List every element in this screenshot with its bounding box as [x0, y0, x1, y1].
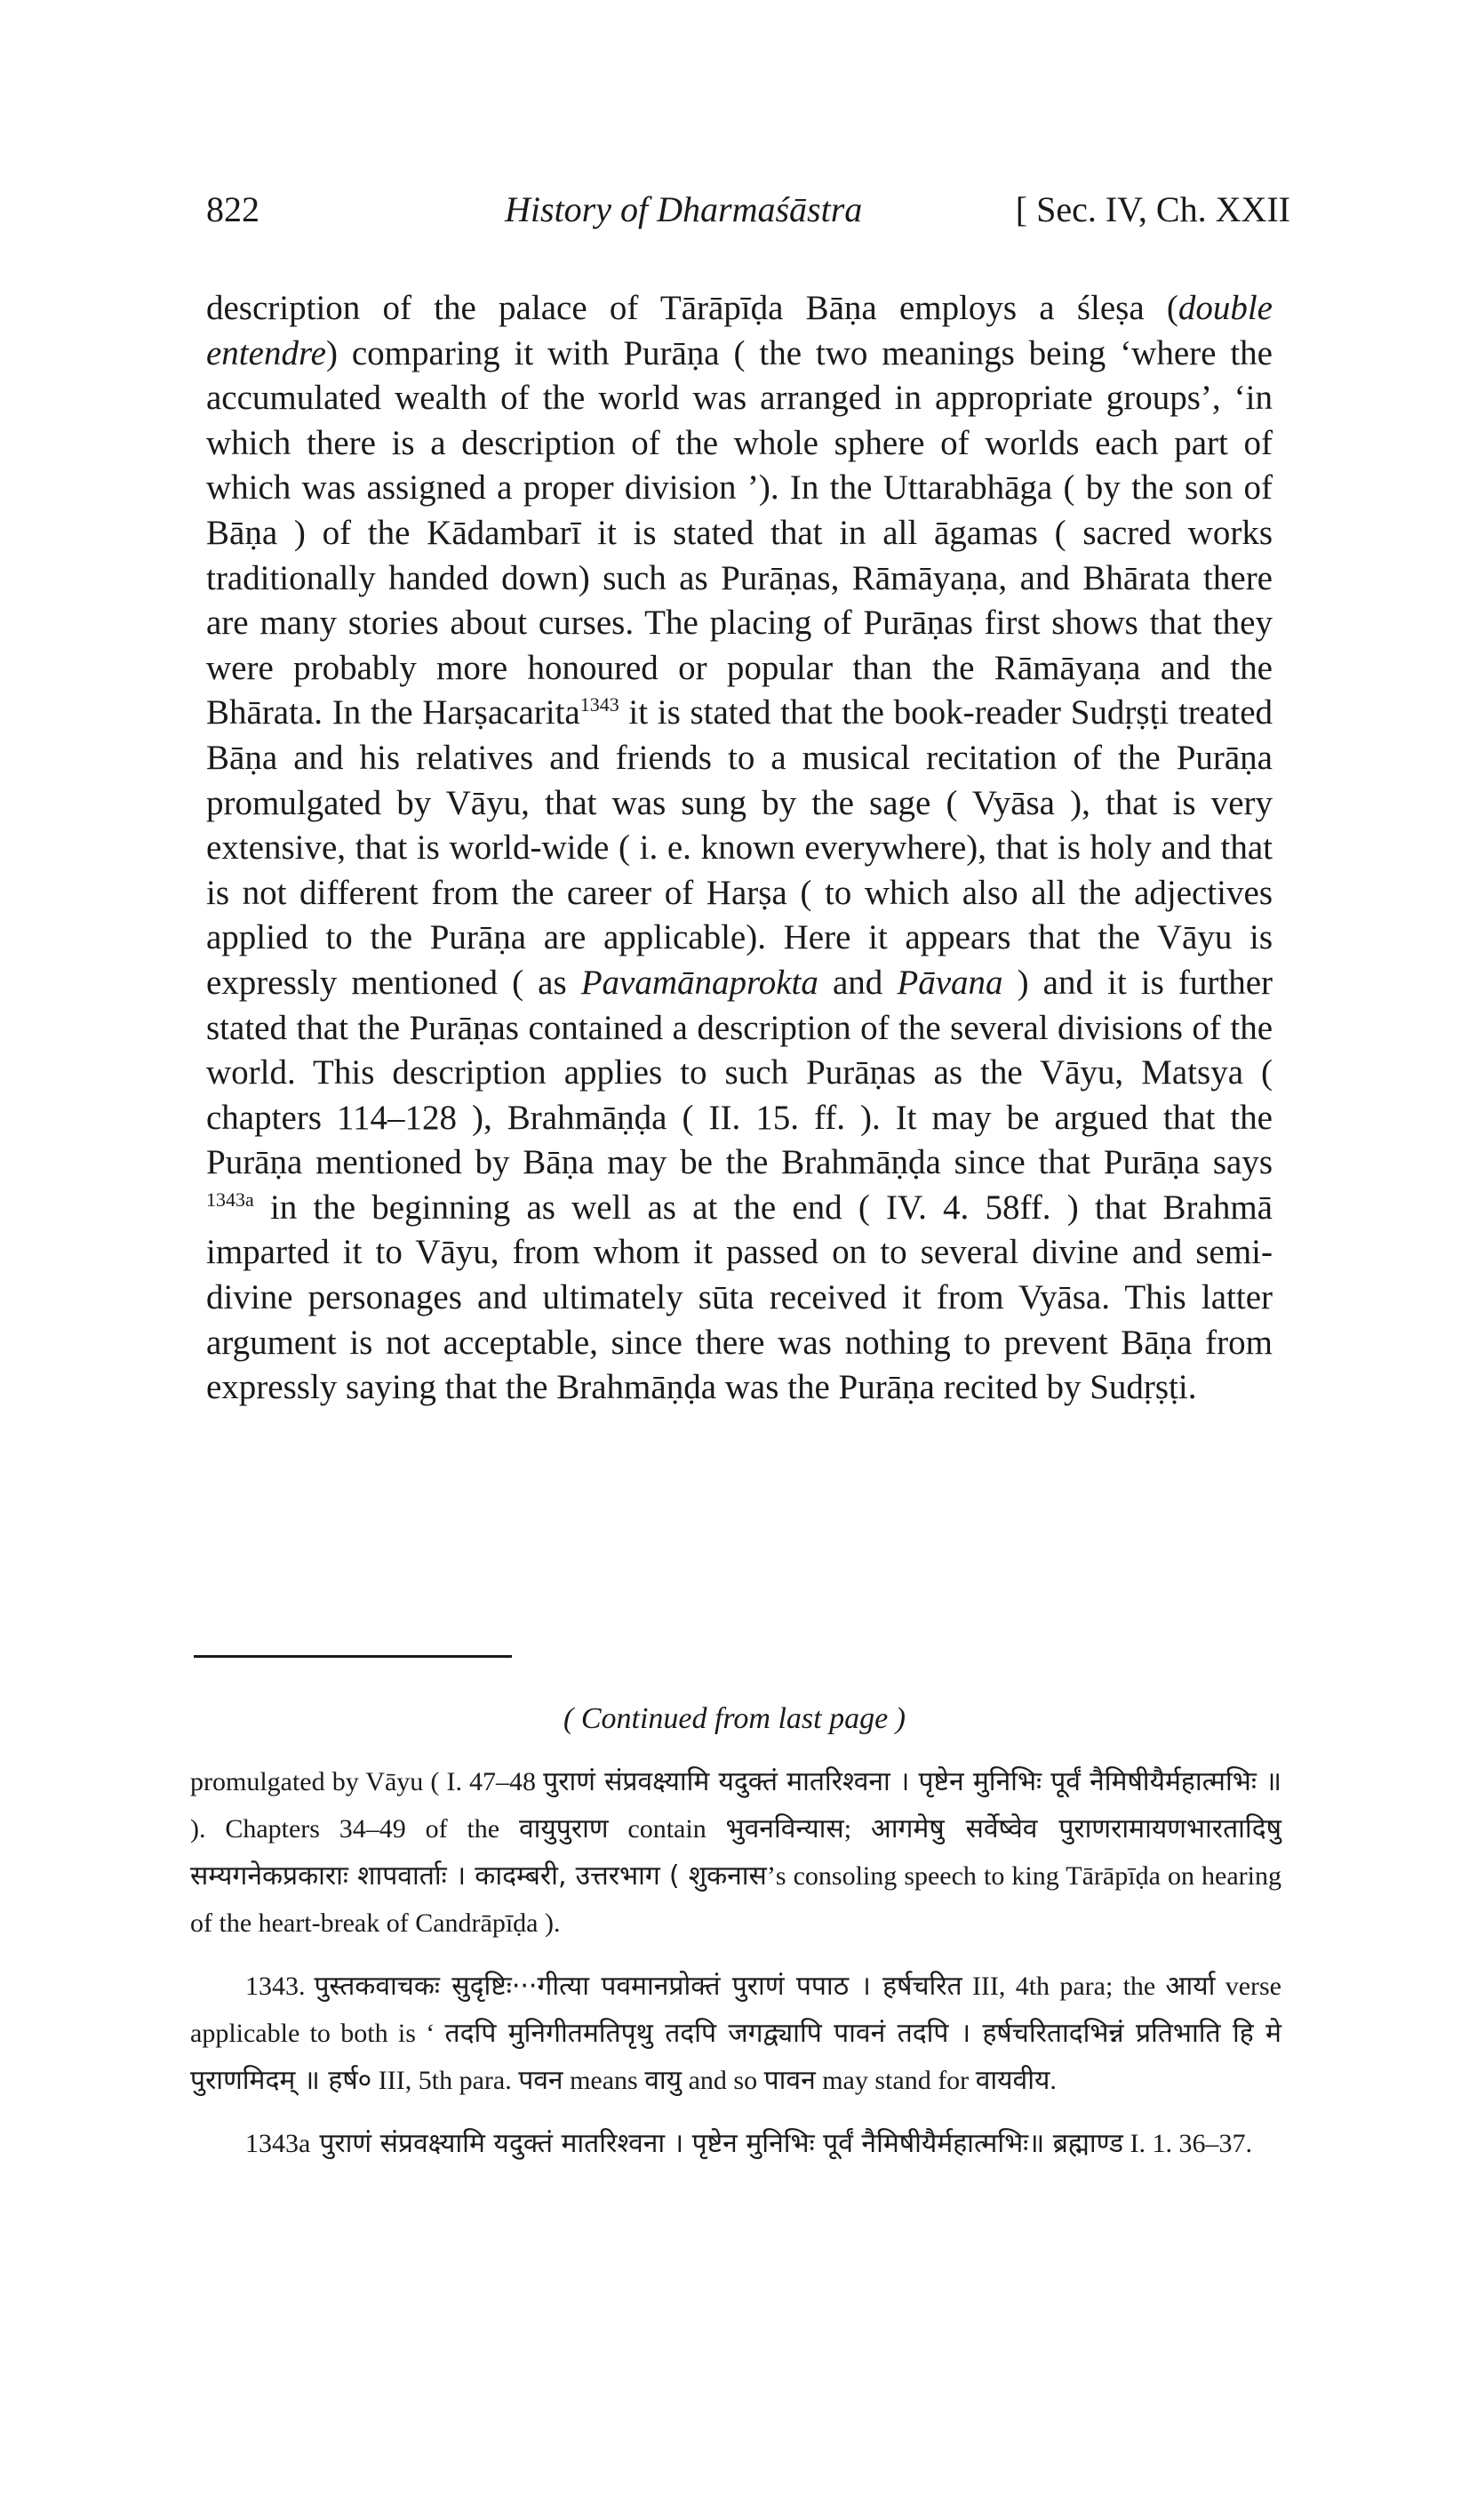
sanskrit-quote: पुस्तकवाचकः सुदृष्टिः···गीत्या पवमानप्रोक्तं पुराणं पपाठ । हर्षचरित: [314, 1971, 962, 2002]
text-run: description of the palace of Tārāpīḍa Bāṇa employs a śleṣa (: [206, 289, 1178, 327]
page-header: [206, 188, 1290, 242]
running-title: History of Dharmaśāstra: [505, 189, 863, 229]
main-paragraph: [206, 286, 1273, 1411]
sanskrit-quote: पुराणं संप्रवक्ष्यामि यदुक्तं मातरिश्वना । पृष्टेन मुनिभिः पूर्वं नैमिषीयैर्महात्मभिः॥ ब्रह्माण्ड: [319, 2128, 1123, 2159]
text-run: and: [818, 963, 898, 1002]
text-run: ’s consoling speech to king Tārāpīḍa on hearing of the heart-break of Candrāpīḍa ).: [190, 1861, 1281, 1938]
sanskrit-term: पवन: [518, 2065, 563, 2096]
footnote-1343a: [190, 2120, 1281, 2167]
text-run: it is stated that the book-reader Sudṛṣṭi treated Bāṇa and his relatives and friends to a musical recitation of the Purāṇa promulgated by Vāyu, that was sung by the sage ( Vyāsa ), that is very extensive, that is world-wide ( i. e. known everywhere), that is holy and that is not different from the career of Harṣa ( to which also all the adjectives applied to the Purāṇa are applicable). Here it appears that the Vāyu is expressly mentioned ( as: [206, 693, 1273, 1002]
text-run: contain: [608, 1814, 726, 1844]
footnote-label: 1343a: [245, 2129, 311, 2158]
continued-label: ( Continued from last page ): [563, 1702, 906, 1735]
italic-term: Pavamānaprokta: [580, 963, 818, 1002]
text-run: may stand for: [815, 2066, 976, 2095]
italic-term: Pāvana: [897, 963, 1003, 1002]
footnotes-block: [190, 1758, 1281, 2183]
text-run: III, 4th para; the: [962, 1972, 1166, 2001]
footnote-continued: [190, 1758, 1281, 1947]
sanskrit-term: वायु: [644, 2065, 683, 2096]
italic-term: double entendre: [206, 289, 1273, 372]
sanskrit-quote: पुराणं संप्रवक्ष्यामि यदुक्तं मातरिश्वना । पृष्टेन मुनिभिः पूर्वं नैमिषीयैर्महात्मभिः ॥: [543, 1766, 1282, 1797]
footnote-label: 1343.: [245, 1972, 306, 2001]
sanskrit-quote: आगमेषु सर्वेष्वेव पुराणरामायणभारतादिषु सम्यगनेकप्रकाराः शापवार्ताः । कादम्बरी, उत्तरभाग ( शुकनास: [190, 1813, 1281, 1892]
text-run: ) comparing it with Purāṇa ( the two meanings being ‘where the accumulated wealth of the world was arranged in appropriate groups’, ‘in which there is a description of the whole sphere of worlds each part of which was assigned a proper division ’). In the Uttarabhāga ( by the son of Bāṇa ) of the Kādambarī it is stated that in all āgamas ( sacred works traditionally handed down) such as Purāṇas, Rāmāyaṇa, and Bhārata there are many stories about curses. The placing of Purāṇas first shows that they were probably more honoured or popular than the Rāmāyaṇa and the Bhārata. In the Harṣacarita: [206, 333, 1273, 732]
sanskrit-term: वायुपुराण: [518, 1813, 609, 1844]
text-run: verse applicable to both is ‘: [190, 1972, 1281, 2048]
text-run: promulgated by Vāyu ( I. 47–48: [190, 1767, 544, 1796]
footnote-ref-1343[interactable]: 1343: [579, 693, 619, 716]
text-run: .: [1050, 2066, 1057, 2095]
text-run: means: [563, 2066, 645, 2095]
sanskrit-term: भुवनविन्यास: [725, 1813, 844, 1844]
footnote-1343: [190, 1963, 1281, 2104]
sanskrit-term: आर्या: [1165, 1971, 1216, 2002]
text-run: in the beginning as well as at the end ( IV. 4. 58ff. ) that Brahmā imparted it to Vāyu, from whom it passed on to several divine and semi-divine personages and ultimately sūta received it from Vyāsa. This latter argument is not acceptable, since there was nothing to prevent Bāṇa from expressly saying that the Brahmāṇḍa was the Purāṇa recited by Sudṛṣṭi.: [206, 1188, 1273, 1407]
page-number: 822: [206, 189, 259, 229]
sanskrit-term: पावन: [763, 2065, 816, 2096]
sanskrit-term: वायवीय: [975, 2065, 1050, 2096]
section-reference: [ Sec. IV, Ch. XXII: [1015, 189, 1290, 229]
text-run: ) and it is further stated that the Purāṇas contained a description of the several divisions of the world. This description applies to such Purāṇas as the Vāyu, Matsya ( chapters 114–128 ), Brahmāṇḍa ( II. 15. ff. ). It may be argued that the Purāṇa mentioned by Bāṇa may be the Brahmāṇḍa since that Purāṇa says: [206, 963, 1273, 1182]
footnote-ref-1343a[interactable]: 1343a: [206, 1188, 254, 1211]
text-run: and so: [682, 2066, 764, 2095]
footnote-divider: [194, 1655, 512, 1658]
text-run: ० III, 5th para.: [357, 2066, 519, 2095]
text-run: I. 1. 36–37.: [1122, 2129, 1252, 2158]
text-run: ). Chapters 34–49 of the: [190, 1814, 519, 1844]
text-run: ;: [843, 1814, 871, 1844]
sanskrit-quote: तदपि मुनिगीतमतिपृथु तदपि जगद्व्यापि पावनं तदपि । हर्षचरितादभिन्नं प्रतिभाति हि मे पुराणमिदम् ॥ हर्ष: [190, 2018, 1281, 2096]
